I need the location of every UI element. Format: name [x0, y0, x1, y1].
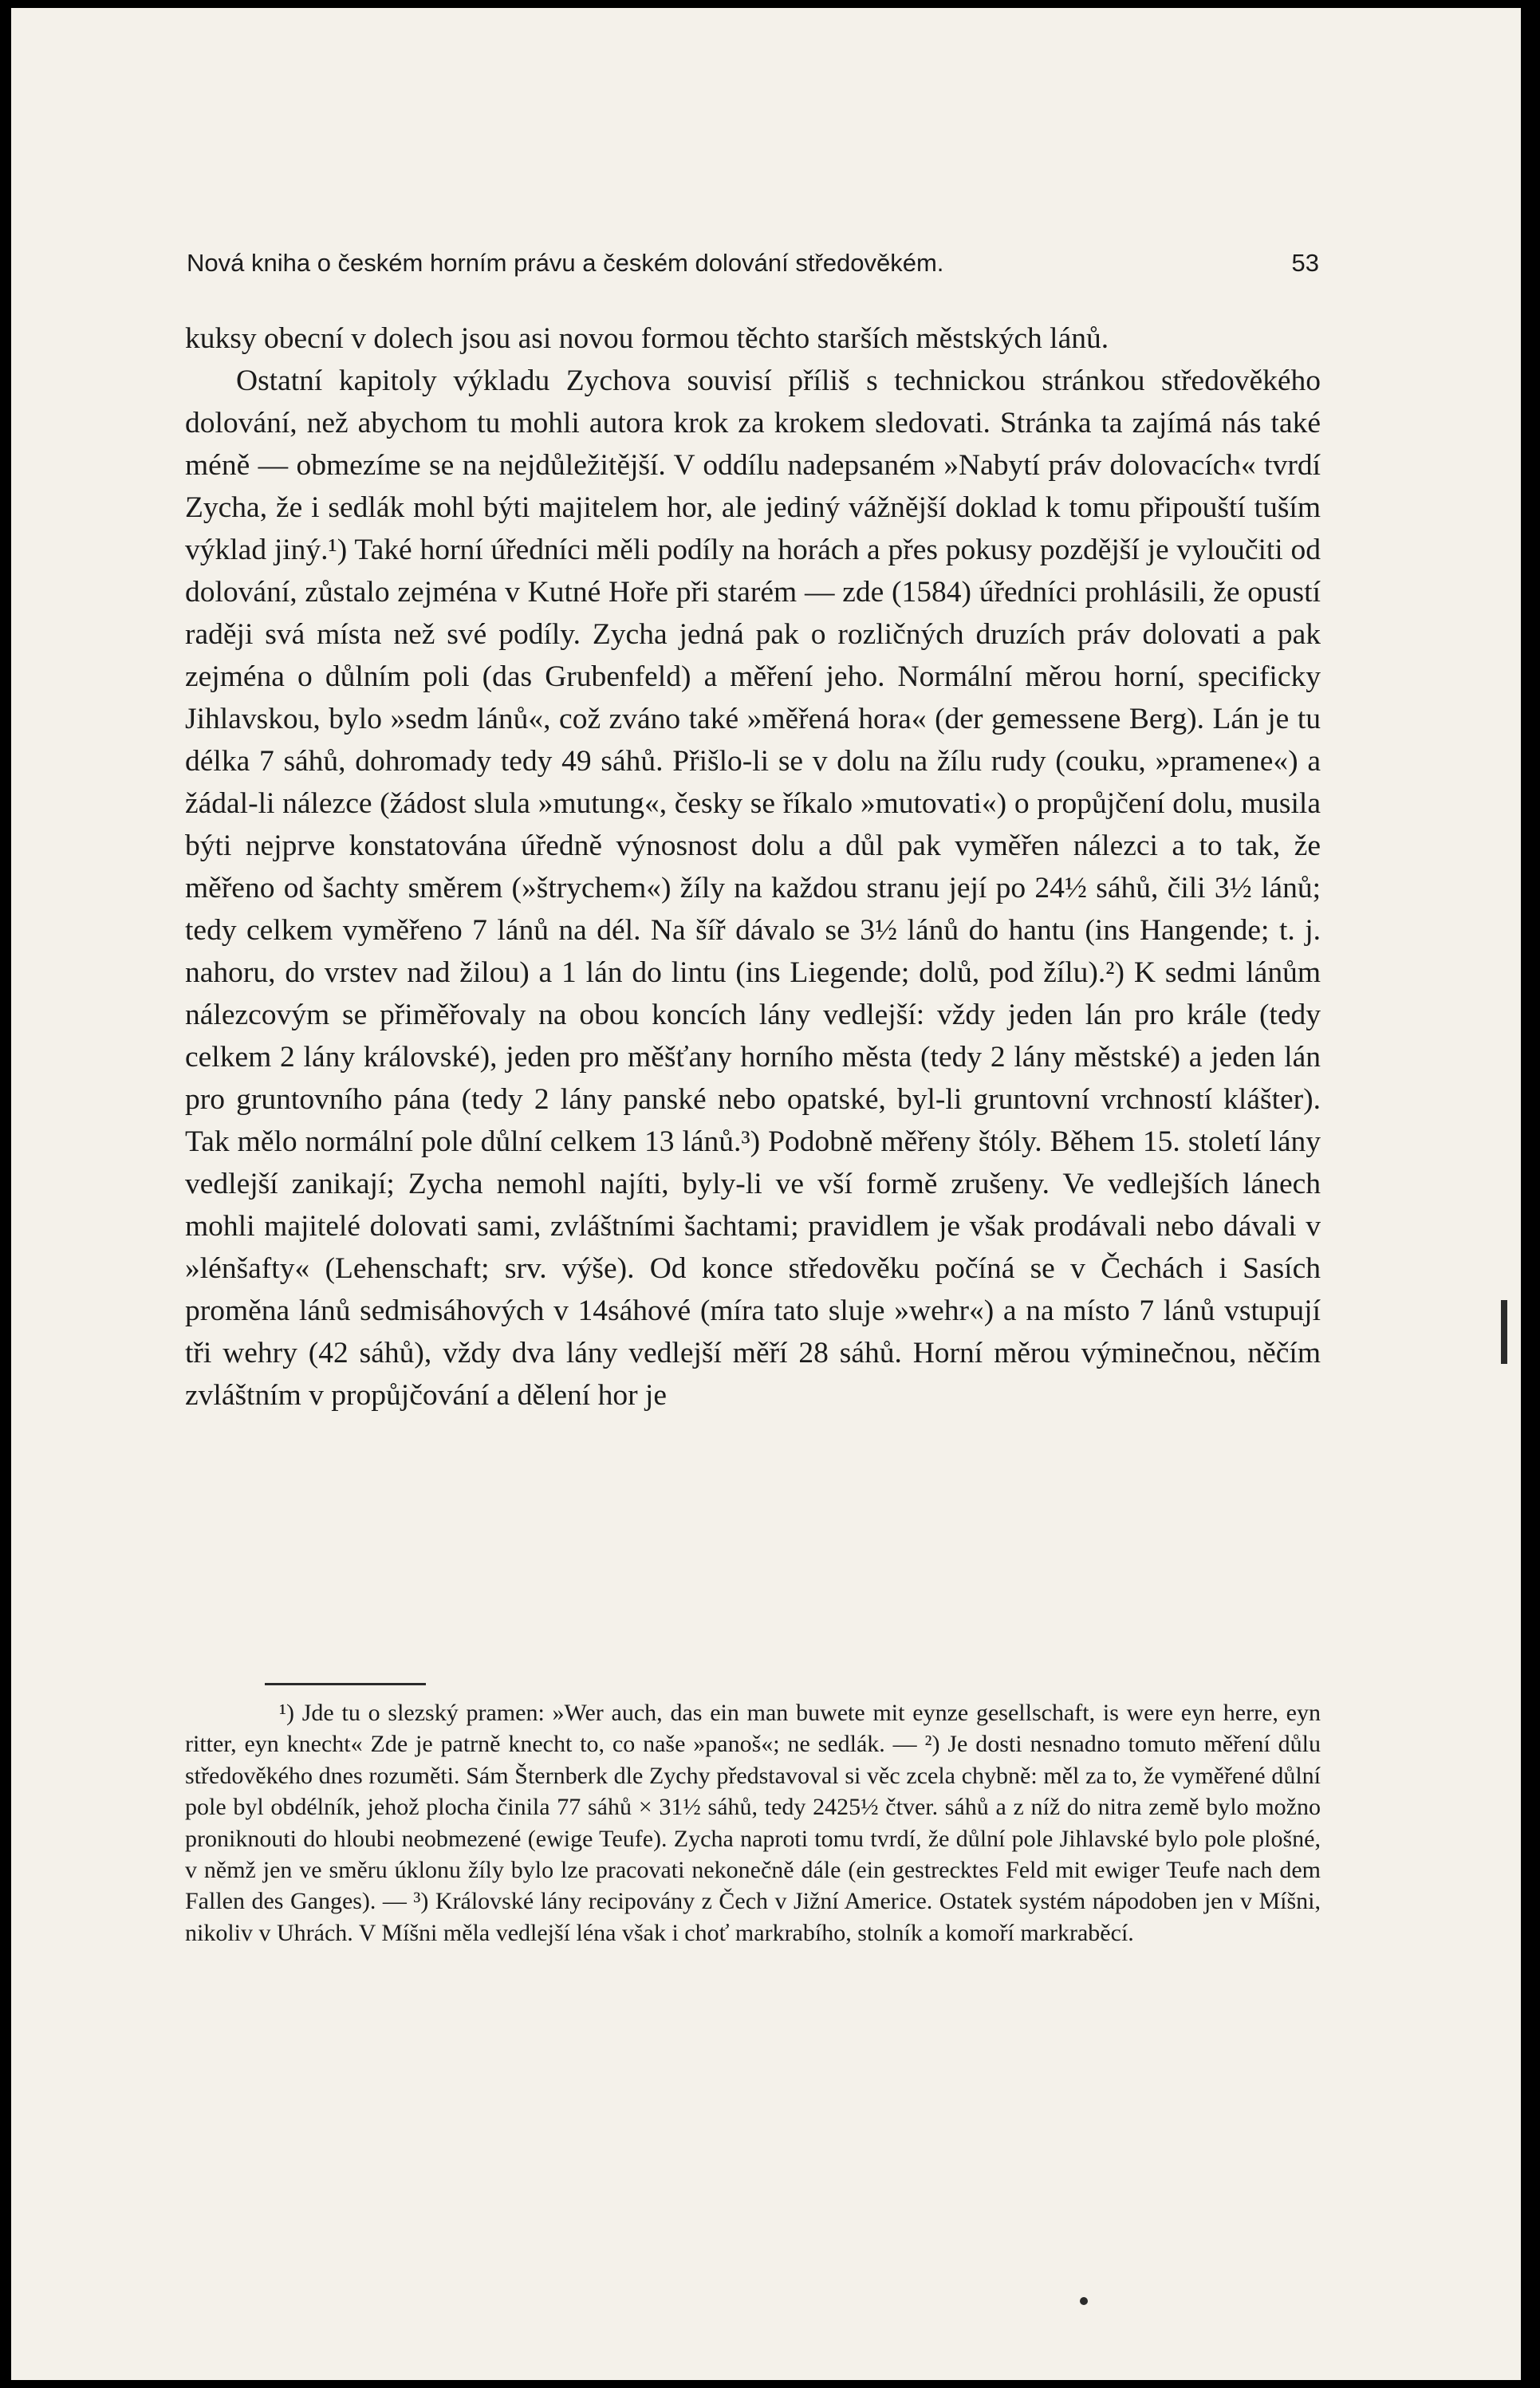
- page-number: 53: [1291, 249, 1319, 277]
- scan-edge-mark: [1501, 1300, 1507, 1364]
- footnote-block: ¹) Jde tu o slezský pramen: »Wer auch, das ein man buwete mit eynze gesellschaft, is were eyn herre, eyn ritter, eyn knecht« Zde je patrně knecht to, co naše »panoš«; ne sedlák. — ²) Je dosti nesnadno tomuto měření důlu středověkého dnes rozuměti. Sám Šternberk dle Zychy představoval si věc zcela chybně: měl za to, že vyměřené důlní pole byl obdélník, jehož plocha činila 77 sáhů × 31½ sáhů, tedy 2425½ čtver. sáhů a z níž do nitra země bylo možno proniknouti do hloubi neobmezené (ewige Teufe). Zycha naproti tomu tvrdí, že důlní pole Jihlavské bylo pole plošné, v němž jen ve směru úklonu žíly bylo lze pracovati nekonečně dále (ein gestrecktes Feld mit ewiger Teufe nach dem Fallen des Ganges). — ³) Královské lány recipovány z Čech v Jižní Americe. Ostatek systém nápodoben jen v Míšni, nikoliv v Uhrách. V Míšni měla vedlejší léna však i choť markrabího, stolník a komoří markraběcí.: [185, 1700, 1321, 1946]
- paragraph: kuksy obecní v dolech jsou asi novou formou těchto starších městských lánů.: [185, 322, 1109, 355]
- running-header: [187, 247, 1319, 279]
- footnote-divider: [265, 1683, 426, 1685]
- scanned-page: [11, 8, 1521, 2380]
- paragraph: Ostatní kapitoly výkladu Zychova souvisí příliš s technickou stránkou středověkého dolování, než abychom tu mohli autora krok za krokem sledovati. Stránka ta zajímá nás také méně — obmezíme se na nejdůležitější. V oddílu nadepsaném »Nabytí práv dolovacích« tvrdí Zycha, že i sedlák mohl býti majitelem hor, ale jediný vážnější doklad k tomu připouští tuším výklad jiný.¹) Také horní úředníci měli podíly na horách a přes pokusy pozdější je vyloučiti od dolování, zůstalo zejména v Kutné Hoře při starém — zde (1584) úředníci prohlásili, že opustí raději svá místa než své podíly. Zycha jedná pak o rozličných druzích práv dolovati a pak zejména o důlním poli (das Grubenfeld) a měření jeho. Normální měrou horní, specificky Jihlavskou, bylo »sedm lánů«, což zváno také »měřená hora« (der gemessene Berg). Lán je tu délka 7 sáhů, dohromady tedy 49 sáhů. Přišlo-li se v dolu na žílu rudy (couku, »pramene«) a žádal-li nálezce (žádost slula »mutung«, česky se říkalo »mutovati«) o propůjčení dolu, musila býti nejprve konstatována úředně výnosnost dolu a důl pak vyměřen nálezci a to tak, že měřeno od šachty směrem (»štrychem«) žíly na každou stranu její po 24½ sáhů, čili 3½ lánů; tedy celkem vyměřeno 7 lánů na dél. Na šíř dávalo se 3½ lánů do hantu (ins Hangende; t. j. nahoru, do vrstev nad žilou) a 1 lán do lintu (ins Liegende; dolů, pod žílu).²) K sedmi lánům nálezcovým se přiměřovaly na obou koncích lány vedlejší: vždy jeden lán pro krále (tedy celkem 2 lány královské), jeden pro měšťany horního města (tedy 2 lány městské) a jeden lán pro gruntovního pána (tedy 2 lány panské nebo opatské, byl-li gruntovní vrchností klášter). Tak mělo normální pole důlní celkem 13 lánů.³) Podobně měřeny štóly. Během 15. století lány vedlejší zanikají; Zycha nemohl najíti, byly-li ve vší formě zrušeny. Ve vedlejších lánech mohli majitelé dolovati sami, zvláštními šachtami; pravidlem je však prodávali nebo dávali v »lénšafty« (Lehenschaft; srv. výše). Od konce středověku počíná se v Čechách i Sasích proměna lánů sedmisáhových v 14sáhové (míra tato sluje »wehr«) a na místo 7 lánů vstupují tři wehry (42 sáhů), vždy dva lány vedlejší měří 28 sáhů. Horní měrou výminečnou, něčím zvláštním v propůjčování a dělení hor je: [185, 365, 1321, 1412]
- scan-speck: [1080, 2297, 1088, 2305]
- main-text: [185, 317, 1321, 1417]
- footnotes: [185, 1697, 1321, 1949]
- running-title: Nová kniha o českém horním právu a českém dolování středověkém.: [187, 249, 944, 277]
